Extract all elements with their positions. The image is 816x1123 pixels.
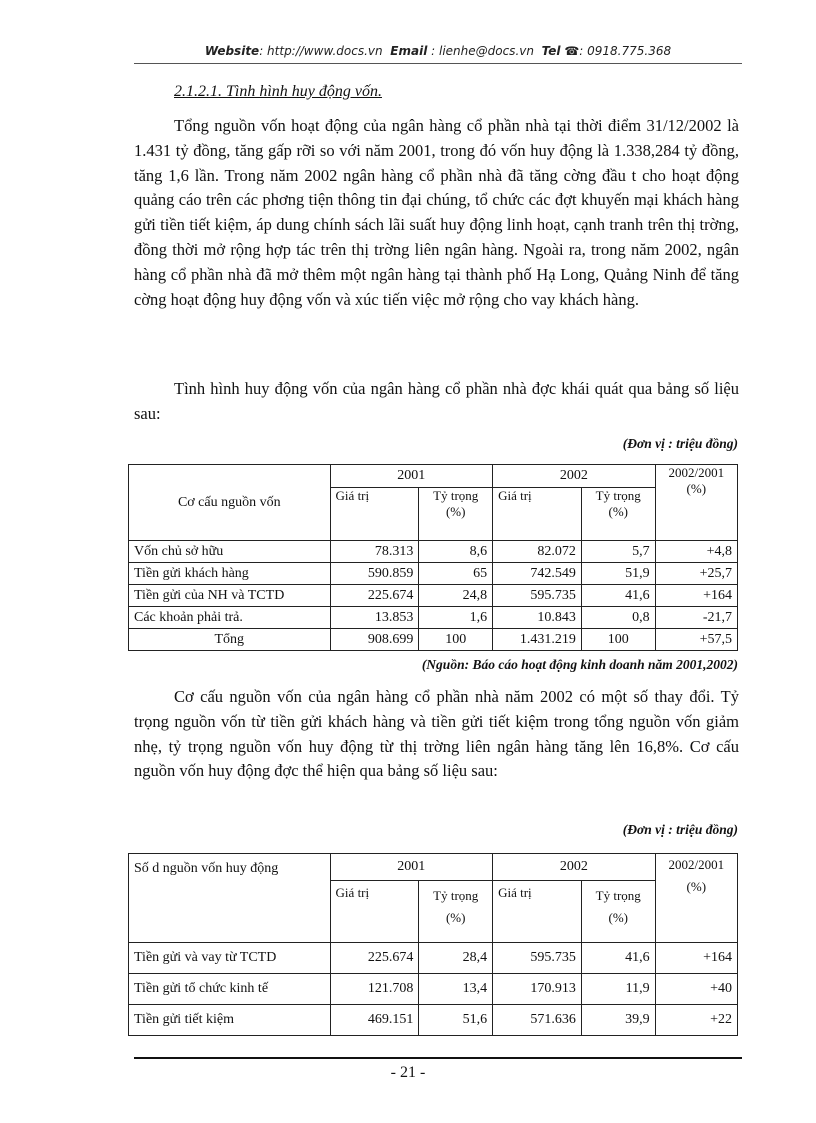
cell-share-2001: 24,8 — [419, 585, 493, 607]
table1-share-header: Tỷ trọng (%) — [419, 488, 493, 541]
paragraph-structure-change: Cơ cấu nguồn vốn của ngân hàng cổ phần nhà năm 2002 có một số thay đổi. Tỷ trọng nguồn vốn từ tiền gửi khách hàng và tiền gửi tiết kiệm trong tổng nguồn vốn giảm nhẹ, tỷ trọng nguồn vốn huy động từ thị trờng liên ngân hàng tăng lên 16,8%. Cơ cấu nguồn vốn huy động đợc thể hiện qua bảng số liệu sau: — [134, 687, 739, 781]
cell-value-2001: 225.674 — [330, 943, 419, 974]
section-title: 2.1.2.1. Tình hình huy động vốn. — [174, 83, 382, 100]
cell-value-2002: 82.072 — [493, 541, 582, 563]
cell-change: -21,7 — [655, 607, 737, 629]
cell-value-2002: 571.636 — [493, 1005, 582, 1036]
table2-unit-note: (Đơn vị : triệu đồng) — [622, 822, 738, 837]
total-value-2001: 908.699 — [330, 629, 419, 651]
total-change: +57,5 — [655, 629, 737, 651]
table1-year-2002: 2002 — [493, 465, 656, 488]
cell-share-2002: 41,6 — [581, 943, 655, 974]
cell-share-2001: 51,6 — [419, 1005, 493, 1036]
cell-share-2002: 5,7 — [581, 541, 655, 563]
total-label: Tổng — [129, 629, 331, 651]
email-label: Email — [390, 44, 428, 58]
cell-value-2001: 225.674 — [330, 585, 419, 607]
total-share-2002: 100 — [581, 629, 655, 651]
table2-year-2001: 2001 — [330, 854, 493, 881]
mobilized-capital-table — [128, 853, 738, 1036]
table1-share-header: Tỷ trọng (%) — [581, 488, 655, 541]
table1-year-2001: 2001 — [330, 465, 493, 488]
table2-year-2002: 2002 — [493, 854, 656, 881]
table2-change-header: 2002/2001 (%) — [655, 854, 737, 943]
total-value-2002: 1.431.219 — [493, 629, 582, 651]
table1-source-note: (Nguồn: Báo cáo hoạt động kinh doanh năm 2001,2002) — [421, 657, 738, 672]
cell-share-2001: 65 — [419, 563, 493, 585]
row-label: Tiền gửi của NH và TCTD — [129, 585, 331, 607]
table-row — [129, 1005, 738, 1036]
table-row — [129, 563, 738, 585]
website-separator: : — [259, 44, 268, 58]
cell-change: +4,8 — [655, 541, 737, 563]
cell-share-2002: 41,6 — [581, 585, 655, 607]
tel-label: Tel — [541, 44, 561, 58]
table2-share-header: Tỷ trọng (%) — [419, 881, 493, 943]
cell-value-2002: 742.549 — [493, 563, 582, 585]
cell-value-2002: 595.735 — [493, 943, 582, 974]
table1-col-label: Cơ cấu nguồn vốn — [129, 465, 331, 541]
cell-share-2002: 11,9 — [581, 974, 655, 1005]
row-label: Tiền gửi tổ chức kinh tế — [129, 974, 331, 1005]
cell-value-2001: 13.853 — [330, 607, 419, 629]
website-url[interactable]: http://www.docs.vn — [267, 44, 383, 58]
cell-change: +25,7 — [655, 563, 737, 585]
cell-share-2002: 0,8 — [581, 607, 655, 629]
cell-change: +40 — [655, 974, 737, 1005]
phone-icon: ☎ — [564, 44, 580, 58]
row-label: Tiền gửi tiết kiệm — [129, 1005, 331, 1036]
table-row — [129, 585, 738, 607]
table-total-row — [129, 629, 738, 651]
row-label: Tiền gửi khách hàng — [129, 563, 331, 585]
table1-value-header: Giá trị — [493, 488, 582, 541]
tel-value: : 0918.775.368 — [579, 44, 672, 58]
cell-share-2002: 39,9 — [581, 1005, 655, 1036]
table1-unit-note: (Đơn vị : triệu đồng) — [622, 436, 738, 451]
table-row — [129, 607, 738, 629]
cell-share-2001: 13,4 — [419, 974, 493, 1005]
row-label: Tiền gửi và vay từ TCTD — [129, 943, 331, 974]
page-header — [134, 44, 742, 58]
table2-col-label: Số d nguồn vốn huy động — [129, 854, 331, 943]
cell-share-2002: 51,9 — [581, 563, 655, 585]
table1-change-header: 2002/2001 (%) — [655, 465, 737, 541]
table-row — [129, 541, 738, 563]
header-divider — [134, 63, 742, 64]
cell-value-2002: 170.913 — [493, 974, 582, 1005]
row-label: Vốn chủ sở hữu — [129, 541, 331, 563]
table1-value-header: Giá trị — [330, 488, 419, 541]
cell-change: +164 — [655, 943, 737, 974]
table2-value-header: Giá trị — [330, 881, 419, 943]
footer-divider — [134, 1057, 742, 1059]
website-label: Website — [204, 44, 260, 58]
cell-share-2001: 1,6 — [419, 607, 493, 629]
total-share-2001: 100 — [419, 629, 493, 651]
paragraph-capital-overview: Tổng nguồn vốn hoạt động của ngân hàng cổ phần nhà tại thời điểm 31/12/2002 là 1.431 tỷ đồng, tăng gấp rỡi so với năm 2001, trong đó vốn huy động là 1.338,284 tỷ đồng, tăng 1,6 lần. Trong năm 2002 ngân hàng cổ phần nhà đã tăng cờng đầu t cho hoạt động quảng cáo trên các phơng tiện thông tin đại chúng, tổ chức các đợt khuyến mại khách hàng gửi tiền tiết kiệm, áp dung chính sách lãi suất huy động linh hoạt, cạnh tranh trên thị trờng, đồng thời mở rộng hợp tác trên thị trờng liên ngân hàng. Ngoài ra, trong năm 2002, ngân hàng cổ phần nhà đã mở thêm một ngân hàng tại thành phố Hạ Long, Quảng Ninh để tăng cờng hoạt động huy động vốn và xúc tiến việc mở rộng cho vay khách hàng. — [134, 116, 739, 309]
cell-change: +22 — [655, 1005, 737, 1036]
cell-value-2002: 595.735 — [493, 585, 582, 607]
cell-value-2002: 10.843 — [493, 607, 582, 629]
cell-value-2001: 78.313 — [330, 541, 419, 563]
table2-value-header: Giá trị — [493, 881, 582, 943]
table-row — [129, 943, 738, 974]
table2-share-header: Tỷ trọng (%) — [581, 881, 655, 943]
email-separator: : — [427, 44, 439, 58]
cell-change: +164 — [655, 585, 737, 607]
cell-value-2001: 469.151 — [330, 1005, 419, 1036]
cell-share-2001: 8,6 — [419, 541, 493, 563]
paragraph-table-intro: Tình hình huy động vốn của ngân hàng cổ phần nhà đợc khái quát qua bảng số liệu sau: — [134, 379, 739, 423]
capital-structure-table — [128, 464, 738, 651]
row-label: Các khoản phải trả. — [129, 607, 331, 629]
page-number: - 21 - — [390, 1064, 426, 1081]
cell-share-2001: 28,4 — [419, 943, 493, 974]
cell-value-2001: 121.708 — [330, 974, 419, 1005]
table-row — [129, 974, 738, 1005]
email-value[interactable]: lienhe@docs.vn — [438, 44, 534, 58]
cell-value-2001: 590.859 — [330, 563, 419, 585]
